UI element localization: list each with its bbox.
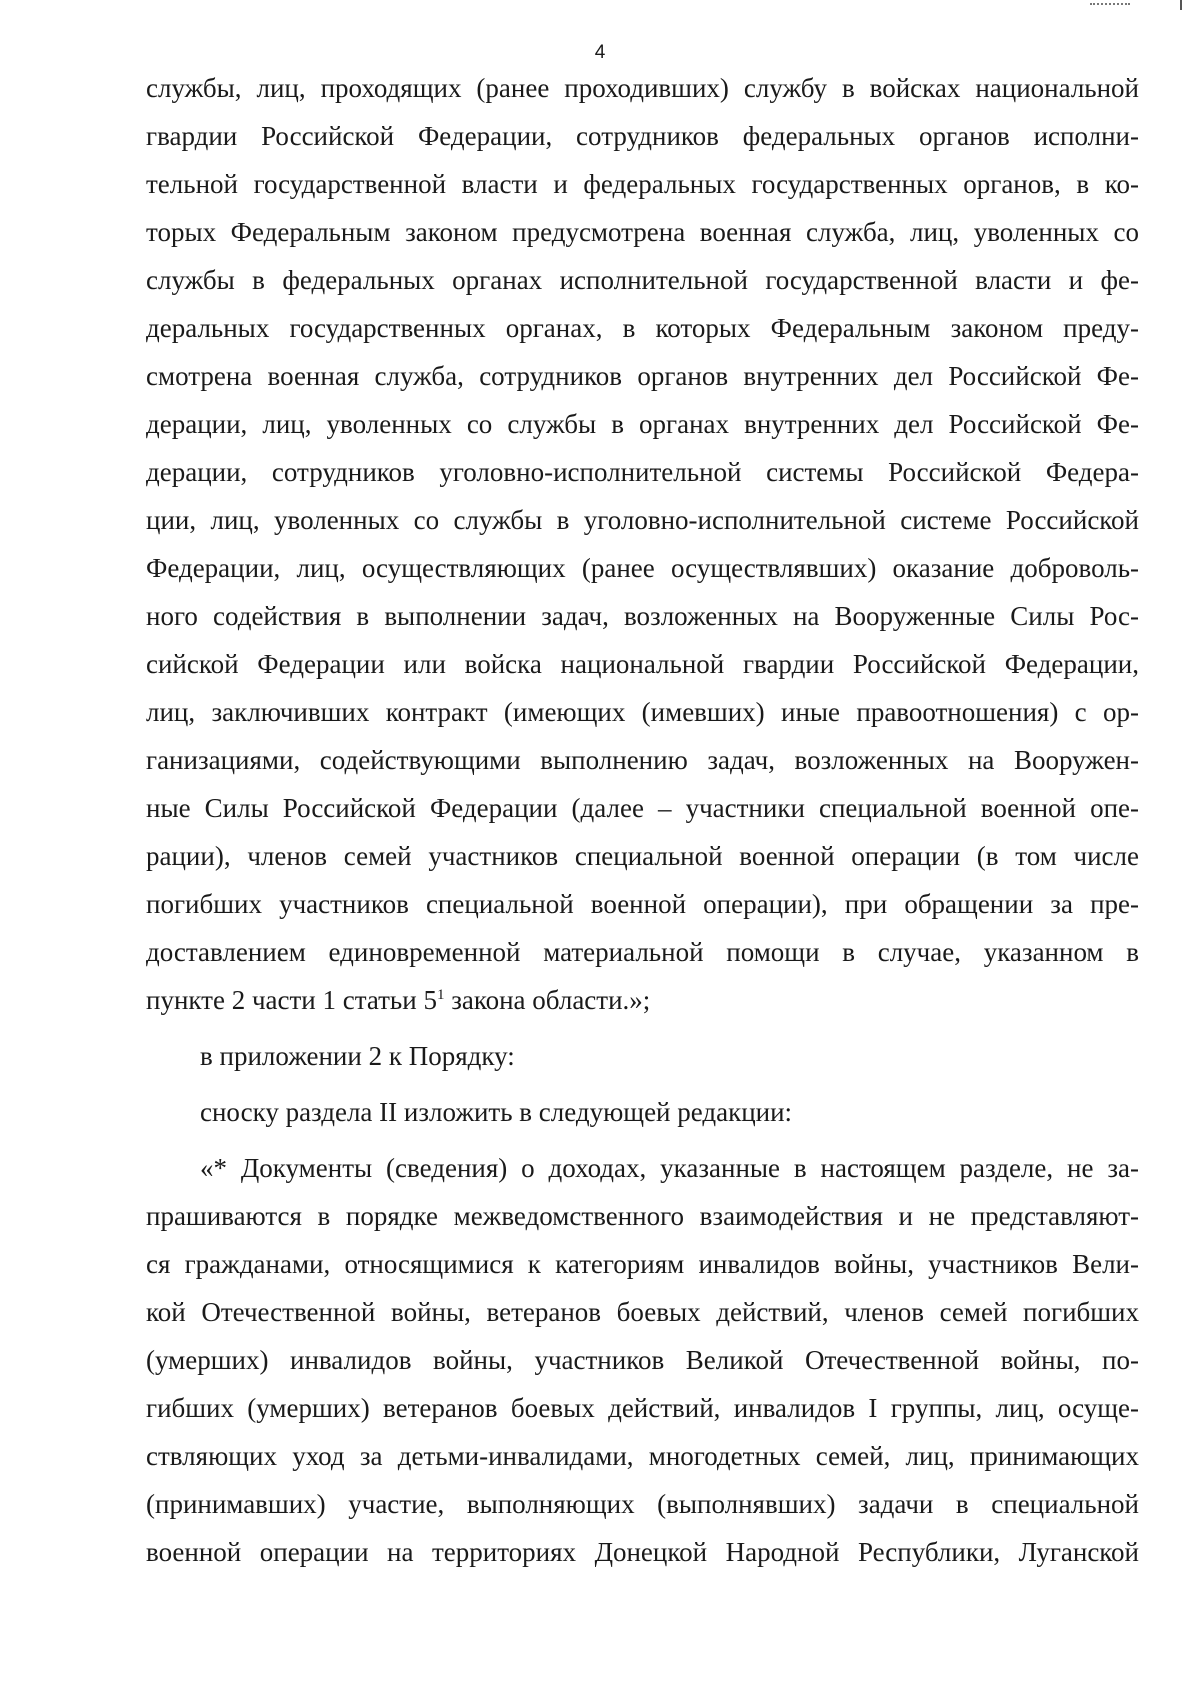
text-line: (умерших) инвалидов войны, участников Великой Отечественной войны, по-	[146, 1345, 1139, 1375]
text-line: гвардии Российской Федерации, сотрудников федеральных органов исполни-	[146, 121, 1139, 151]
text-line: рации), членов семей участников специальной военной операции (в том числе	[146, 841, 1139, 871]
text-line: кой Отечественной войны, ветеранов боевых действий, членов семей погибших	[146, 1297, 1139, 1327]
scan-mark-corner	[1180, 0, 1182, 10]
paragraph-3: сноску раздела II изложить в следующей редакции:	[200, 1097, 793, 1127]
law-reference-tail: закона области.»;	[444, 985, 651, 1015]
text-line: лиц, заключивших контракт (имеющих (имевших) иные правоотношения) с ор-	[146, 697, 1139, 727]
article-superscript: 1	[436, 987, 445, 1003]
text-line: прашиваются в порядке межведомственного взаимодействия и не представляют-	[146, 1201, 1139, 1231]
paragraph-4-footnote	[146, 1144, 1139, 1576]
text-line: службы, лиц, проходящих (ранее проходивших) службу в войсках национальной	[146, 73, 1139, 103]
text-line: ции, лиц, уволенных со службы в уголовно-исполнительной системе Российской	[146, 505, 1139, 535]
text-line: торых Федеральным законом предусмотрена военная служба, лиц, уволенных со	[146, 217, 1139, 247]
text-line: ные Силы Российской Федерации (далее – участники специальной военной опе-	[146, 793, 1139, 823]
paragraph-1	[146, 64, 1139, 1024]
text-line: сийской Федерации или войска национальной гвардии Российской Федерации,	[146, 649, 1139, 679]
text-line: доставлением единовременной материальной помощи в случае, указанном в	[146, 937, 1139, 967]
scan-mark-top	[1090, 0, 1130, 5]
text-line: ся гражданами, относящимися к категориям инвалидов войны, участников Вели-	[146, 1249, 1139, 1279]
text-line: службы в федеральных органах исполнительной государственной власти и фе-	[146, 265, 1139, 295]
paragraph-2: в приложении 2 к Порядку:	[200, 1041, 515, 1071]
text-line: ствляющих уход за детьми-инвалидами, многодетных семей, лиц, принимающих	[146, 1441, 1139, 1471]
text-line: Федерации, лиц, осуществляющих (ранее осуществлявших) оказание доброволь-	[146, 553, 1139, 583]
text-line: тельной государственной власти и федеральных государственных органов, в ко-	[146, 169, 1139, 199]
text-line: погибших участников специальной военной операции), при обращении за пре-	[146, 889, 1139, 919]
text-line: «* Документы (сведения) о доходах, указанные в настоящем разделе, не за-	[200, 1153, 1139, 1183]
text-line: смотрена военная служба, сотрудников органов внутренних дел Российской Фе-	[146, 361, 1139, 391]
text-line: (принимавших) участие, выполняющих (выполнявших) задачи в специальной	[146, 1489, 1139, 1519]
document-body	[146, 64, 1139, 1576]
text-line: гибших (умерших) ветеранов боевых действий, инвалидов I группы, лиц, осуще-	[146, 1393, 1139, 1423]
law-reference-text: пункте 2 части 1 статьи 5	[146, 985, 437, 1015]
text-line-last	[146, 976, 1139, 1024]
text-line: дерации, сотрудников уголовно-исполнительной системы Российской Федера-	[146, 457, 1139, 487]
text-line: ганизациями, содействующими выполнению задач, возложенных на Вооружен-	[146, 745, 1139, 775]
page-number: 4	[594, 42, 606, 63]
text-line: деральных государственных органах, в которых Федеральным законом преду-	[146, 313, 1139, 343]
text-line: военной операции на территориях Донецкой Народной Республики, Луганской	[146, 1537, 1139, 1567]
text-line: дерации, лиц, уволенных со службы в органах внутренних дел Российской Фе-	[146, 409, 1139, 439]
text-line: ного содействия в выполнении задач, возложенных на Вооруженные Силы Рос-	[146, 601, 1139, 631]
